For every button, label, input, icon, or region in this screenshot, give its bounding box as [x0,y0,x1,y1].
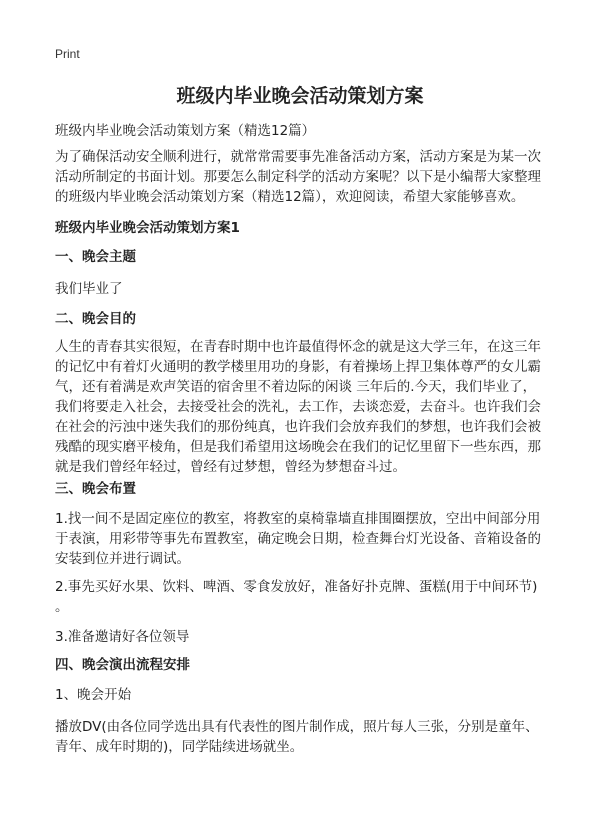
setup-item-2 [55,577,537,617]
text-line: 就是我们曾经年轻过，曾经有过梦想，曾经为梦想奋斗过。 [55,459,406,475]
section-title: 班级内毕业晚会活动策划方案1 [55,220,240,236]
text-line: 于表演，用彩带等事先布置教室，确定晚会日期，检查舞台灯光设备、音箱设备的 [55,531,541,547]
theme-text: 我们毕业了 [55,281,123,297]
text-line: 为了确保活动安全顺利进行，就常常需要事先准备活动方案，活动方案是为某一次 [55,149,541,165]
text-line: 我们将要走入社会，去接受社会的洗礼，去工作，去谈恋爱，去奋斗。也许我们会 [55,399,541,415]
setup-item-1 [55,509,541,569]
text-line: 1.找一间不是固定座位的教室，将教室的桌椅靠墙直排围圈摆放，空出中间部分用 [55,511,541,527]
subtitle: 班级内毕业晚会活动策划方案（精选12篇） [55,123,316,139]
text-line: 。 [55,599,69,615]
page-title: 班级内毕业晚会活动策划方案 [176,85,424,107]
text-line: 在社会的污浊中迷失我们的那份纯真，也许我们会放弃我们的梦想，也许我们会被 [55,419,541,435]
text-line: 2.事先买好水果、饮料、啤酒、零食发放好，准备好扑克牌、蛋糕(用于中间环节) [55,579,538,595]
heading-theme: 一、晚会主题 [55,249,136,265]
intro-paragraph [55,147,541,207]
text-line: 安装到位并进行调试。 [55,551,190,567]
program-step-1-text [55,717,539,757]
purpose-paragraph [55,337,541,477]
text-line: 的记忆中有着灯火通明的教学楼里用功的身影，有着操场上捍卫集体尊严的女儿霸 [55,359,541,375]
program-step-1: 1、晚会开始 [55,687,132,703]
heading-setup: 三、晚会布置 [55,481,136,497]
text-line: 人生的青春其实很短，在青春时期中也许最值得怀念的就是这大学三年，在这三年 [55,339,541,355]
text-line: 播放DV(由各位同学选出具有代表性的图片制作成，照片每人三张，分别是童年、 [55,719,539,735]
setup-item-3: 3.准备邀请好各位领导 [55,629,190,645]
text-line: 残酷的现实磨平棱角，但是我们希望用这场晚会在我们的记忆里留下一些东西，那 [55,439,541,455]
print-link[interactable]: Print [55,47,80,61]
text-line: 活动所制定的书面计划。那要怎么制定科学的活动方案呢？以下是小编帮大家整理 [55,169,541,185]
heading-purpose: 二、晚会目的 [55,311,136,327]
heading-program: 四、晚会演出流程安排 [55,657,190,673]
text-line: 气，还有着满是欢声笑语的宿舍里不着边际的闲谈 三年后的.今天，我们毕业了， [55,379,537,395]
text-line: 的班级内毕业晚会活动策划方案（精选12篇），欢迎阅读，希望大家能够喜欢。 [55,189,525,205]
text-line: 青年、成年时期的)，同学陆续进场就坐。 [55,739,304,755]
